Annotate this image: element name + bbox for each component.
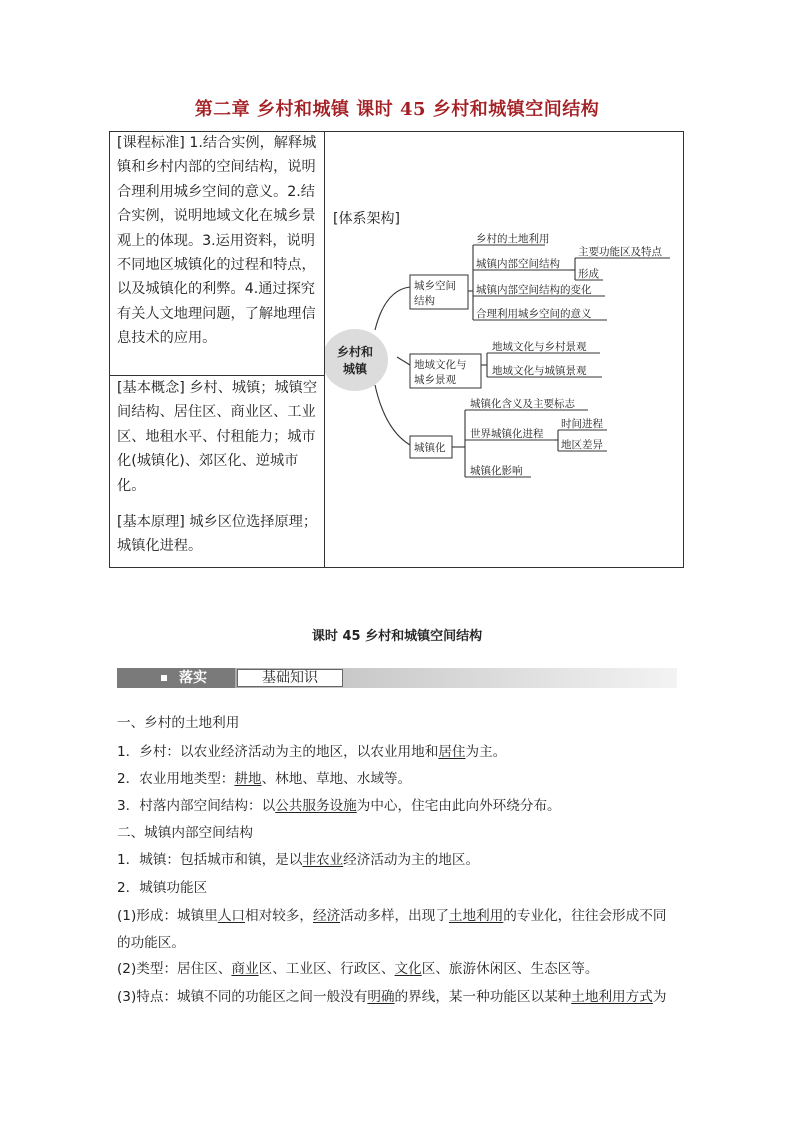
text-segment: 相对较多， [245,908,313,924]
text-segment: (1)形成：城镇里 [117,908,218,924]
svg-text:城乡空间: 城乡空间 [414,280,456,292]
leaf-rural-landscape: 地域文化与乡村景观 [492,341,587,353]
banner-label: 落实 [179,670,207,686]
leaf-urbanization-impact: 城镇化影响 [470,465,523,477]
underlined-answer: 土地利用方式 [571,989,653,1005]
text-segment: 3．村落内部空间结构：以 [117,798,276,814]
text-segment: 二、城镇内部空间结构 [117,825,253,841]
underlined-answer: 人口 [217,908,246,924]
underlined-answer: 耕地 [234,771,262,787]
underlined-answer: 文化 [394,961,422,977]
text-segment: (2)类型：居住区、 [117,961,232,977]
body-line [117,957,598,977]
text-segment: 2．农业用地类型： [117,771,235,787]
text-segment: 区、工业区、行政区、 [258,961,395,977]
leaf-urban-landscape: 地域文化与城镇景观 [492,365,587,377]
section-banner [117,668,677,688]
underlined-answer: 经济 [312,908,341,924]
svg-text:城镇化: 城镇化 [414,442,446,454]
body-line [117,767,411,787]
body-line [117,740,506,760]
leaf-main-zones: 主要功能区及特点 [578,246,662,258]
leaf-urbanization-meaning: 城镇化含义及主要标志 [470,398,575,410]
underlined-answer: 公共服务设施 [275,798,357,814]
text-segment: 的界线，某一种功能区以某种 [394,989,572,1005]
body-line [117,794,561,814]
text-segment: 区、旅游休闲区、生态区等。 [421,961,599,977]
lesson-title: 课时 45 乡村和城镇空间结构 [311,629,483,644]
body-line [117,711,239,731]
root-node [325,329,388,391]
leaf-regional-difference: 地区差异 [561,439,603,451]
text-segment: 的功能区。 [117,935,185,951]
framework-label: [体系架构] [333,211,400,227]
text-segment: 活动多样，出现了 [340,908,449,924]
underlined-answer: 明确 [367,989,395,1005]
square-bullet-icon [161,675,167,681]
basic-principles: [基本原理] 城乡区位选择原理；城镇化进程。 [117,514,318,555]
banner-box-label: 基础知识 [237,669,343,687]
text-segment: 为 [652,989,667,1005]
text-segment: 经济活动为主的地区。 [343,852,480,868]
body-line [117,985,666,1005]
body-line [117,931,185,951]
leaf-urban-structure: 城镇内部空间结构 [476,258,560,270]
root-label-line1: 乡村和 [336,345,374,359]
underlined-answer: 商业 [231,961,259,977]
text-segment: 的专业化，往往会形成不同 [503,908,667,924]
text-segment: 2．城镇功能区 [117,880,208,896]
text-segment: 为中心，住宅由此向外环绕分布。 [356,798,561,814]
body-line [117,821,253,841]
leaf-space-significance: 合理利用城乡空间的意义 [476,308,592,320]
text-segment: 、林地、草地、水域等。 [261,771,412,787]
text-segment: 为主。 [465,744,507,760]
text-segment: 一、乡村的土地利用 [117,715,240,731]
basic-concepts: [基本概念] 乡村、城镇；城镇空间结构、居住区、商业区、工业区、地租水平、付租能力；城市化(城镇化)、郊区化、逆城市化。 [117,380,318,494]
text-segment: (3)特点：城镇不同的功能区之间一般没有 [117,989,368,1005]
text-segment: 1．乡村：以农业经济活动为主的地区，以农业用地和 [117,744,439,760]
body-line [117,848,479,868]
svg-text:地域文化与: 地域文化与 [414,359,467,371]
svg-text:结构: 结构 [414,295,435,307]
body-line [117,904,666,924]
underlined-answer: 居住 [438,744,466,760]
curriculum-standards: [课程标准] 1.结合实例，解释城镇和乡村内部的空间结构，说明合理利用城乡空间的意义。2.结合实例，说明地域文化在城乡景观上的体现。3.运用资料，说明不同地区城镇化的过程和特点，以及城镇化的利弊。4.通过探究有关人文地理问题，了解地理信息技术的应用。 [117,135,317,347]
page-title: 第二章 乡村和城镇 课时 45 乡村和城镇空间结构 [194,99,600,120]
leaf-formation: 形成 [578,268,599,280]
body-line [117,876,207,896]
concept-map [325,225,680,515]
root-label-line2: 城镇 [342,362,368,376]
underlined-answer: 土地利用 [448,908,504,924]
leaf-structure-change: 城镇内部空间结构的变化 [476,284,592,296]
leaf-time-process: 时间进程 [561,418,603,430]
svg-text:城乡景观: 城乡景观 [414,374,456,386]
leaf-rural-land-use: 乡村的土地利用 [476,233,550,245]
underlined-answer: 非农业 [302,852,344,868]
text-segment: 1．城镇：包括城市和镇，是以 [117,852,303,868]
leaf-world-urbanization: 世界城镇化进程 [470,428,544,440]
